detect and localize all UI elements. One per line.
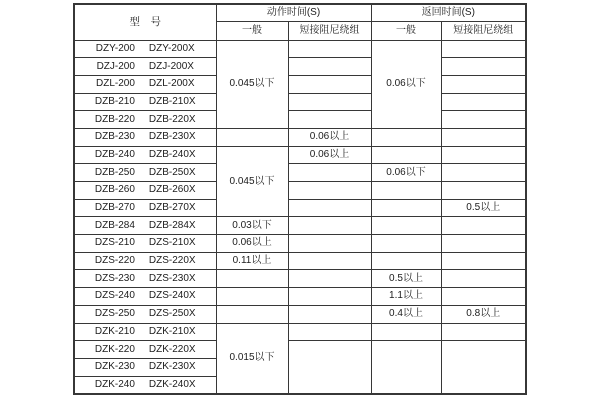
table-row [74,93,526,111]
model-code-x: DZB-284X [148,219,196,231]
table-row [74,235,526,253]
cell-return-general [371,146,441,164]
header-model: 型 号 [74,4,216,40]
model-code-x: DZB-260X [148,184,196,196]
model-code-x: DZB-240X [148,148,196,160]
header-return-short-damping: 短接阻尼绕组 [441,21,526,40]
table-row [74,323,526,341]
cell-return-general: 0.4以上 [371,305,441,323]
cell-return-short [441,288,526,306]
model-cell [74,235,216,253]
model-cell [74,146,216,164]
model-pair [75,362,216,372]
model-cell [74,58,216,76]
model-cell [74,323,216,341]
cell-action-general: 0.03以下 [216,217,288,235]
table-row [74,128,526,146]
table-row [74,305,526,323]
model-pair [75,238,216,248]
model-pair [75,132,216,142]
model-code-x: DZY-200X [148,42,195,54]
table-row [74,75,526,93]
model-pair [75,327,216,337]
cell-return-short [441,341,526,394]
cell-action-short [288,252,371,270]
cell-return-short [441,40,526,58]
cell-action-short [288,75,371,93]
table-row [74,111,526,129]
model-code: DZB-284 [94,219,135,231]
table-row [74,270,526,288]
model-code-x: DZJ-200X [148,60,194,72]
model-code: DZB-270 [94,202,135,214]
cell-action-general: 0.06以上 [216,235,288,253]
model-cell [74,270,216,288]
cell-action-general [216,270,288,288]
cell-action-short [288,305,371,323]
model-cell [74,164,216,182]
model-code-x: DZB-210X [148,95,196,107]
cell-return-general [371,128,441,146]
model-code-x: DZL-200X [148,78,195,90]
model-code: DZK-210 [94,325,135,337]
model-cell [74,128,216,146]
header-return-time: 返回时间(S) [371,4,526,21]
cell-action-short [288,164,371,182]
model-code: DZS-250 [94,308,135,320]
model-cell [74,75,216,93]
model-pair [75,97,216,107]
model-cell [74,199,216,217]
model-cell [74,376,216,394]
model-cell [74,341,216,359]
model-code: DZB-220 [94,113,135,125]
model-code-x: DZK-240X [148,378,196,390]
model-code-x: DZK-210X [148,325,196,337]
cell-return-general: 0.06以下 [371,164,441,182]
header-action-time: 动作时间(S) [216,4,371,21]
model-code: DZB-250 [94,166,135,178]
cell-action-general [216,305,288,323]
model-code-x: DZS-240X [148,290,196,302]
model-code-x: DZB-250X [148,166,196,178]
cell-action-general: 0.045以下 [216,40,288,128]
cell-action-short [288,93,371,111]
cell-action-general [216,288,288,306]
table-row [74,217,526,235]
cell-return-short [441,270,526,288]
cell-return-short [441,93,526,111]
model-pair [75,221,216,231]
cell-return-short: 0.5以上 [441,199,526,217]
cell-return-general: 0.06以下 [371,40,441,128]
spec-table [73,3,527,395]
model-pair [75,168,216,178]
table-row [74,58,526,76]
model-code: DZS-240 [94,290,135,302]
model-code: DZB-260 [94,184,135,196]
cell-return-general [371,182,441,200]
cell-action-short [288,58,371,76]
cell-action-short [288,235,371,253]
table-row [74,288,526,306]
model-cell [74,93,216,111]
cell-action-short [288,217,371,235]
model-cell [74,40,216,58]
header-row-groups [74,4,526,21]
model-code-x: DZK-230X [148,361,196,373]
model-cell [74,358,216,376]
cell-return-short [441,182,526,200]
cell-return-short [441,75,526,93]
cell-return-general [371,199,441,217]
model-code: DZJ-200 [96,60,135,72]
cell-action-short [288,323,371,341]
cell-action-general [216,128,288,146]
cell-action-general: 0.045以下 [216,146,288,217]
model-code: DZB-240 [94,148,135,160]
cell-action-short [288,40,371,58]
spec-table-header [74,4,526,40]
model-cell [74,252,216,270]
model-pair [75,380,216,390]
cell-return-general: 0.5以上 [371,270,441,288]
model-pair [75,185,216,195]
model-pair [75,291,216,301]
model-cell [74,182,216,200]
model-pair [75,150,216,160]
model-pair [75,274,216,284]
model-code: DZS-220 [94,255,135,267]
table-row [74,199,526,217]
model-code-x: DZS-250X [148,308,196,320]
model-code-x: DZS-210X [148,237,196,249]
cell-action-short [288,111,371,129]
cell-return-general [371,252,441,270]
model-pair [75,203,216,213]
model-pair [75,256,216,266]
model-code-x: DZS-220X [148,255,196,267]
table-row [74,341,526,359]
model-cell [74,305,216,323]
cell-return-general [371,235,441,253]
model-code: DZS-230 [94,272,135,284]
model-code: DZK-240 [94,378,135,390]
model-code-x: DZK-220X [148,343,196,355]
cell-action-short [288,199,371,217]
header-action-short-damping: 短接阻尼绕组 [288,21,371,40]
table-row [74,40,526,58]
cell-return-short [441,323,526,341]
table-row [74,182,526,200]
model-cell [74,217,216,235]
cell-return-general [371,323,441,341]
cell-action-general: 0.015以下 [216,323,288,394]
model-pair [75,115,216,125]
model-code-x: DZB-270X [148,202,196,214]
cell-return-short [441,252,526,270]
header-return-general: 一般 [371,21,441,40]
cell-action-general: 0.11以上 [216,252,288,270]
model-code: DZL-200 [96,78,135,90]
model-code: DZS-210 [94,237,135,249]
table-row [74,164,526,182]
cell-return-general [371,341,441,394]
cell-action-short [288,288,371,306]
cell-return-general [371,217,441,235]
table-row [74,252,526,270]
model-code: DZB-210 [94,95,135,107]
cell-action-short [288,341,371,394]
model-cell [74,111,216,129]
cell-action-short [288,270,371,288]
model-code: DZK-230 [94,361,135,373]
model-pair [75,62,216,72]
model-pair [75,44,216,54]
model-pair [75,345,216,355]
model-code-x: DZB-220X [148,113,196,125]
cell-return-short [441,164,526,182]
cell-return-short [441,235,526,253]
spec-table-body [74,40,526,394]
cell-return-short: 0.8以上 [441,305,526,323]
cell-action-short: 0.06以上 [288,146,371,164]
model-pair [75,309,216,319]
model-code: DZB-230 [94,131,135,143]
cell-return-short [441,128,526,146]
cell-return-short [441,58,526,76]
cell-return-short [441,111,526,129]
model-cell [74,288,216,306]
model-code: DZY-200 [95,42,135,54]
table-row [74,146,526,164]
model-code-x: DZS-230X [148,272,196,284]
model-code-x: DZB-230X [148,131,196,143]
cell-action-short [288,182,371,200]
header-action-general: 一般 [216,21,288,40]
cell-return-general: 1.1以上 [371,288,441,306]
model-pair [75,79,216,89]
cell-return-short [441,146,526,164]
cell-action-short: 0.06以上 [288,128,371,146]
model-code: DZK-220 [94,343,135,355]
cell-return-short [441,217,526,235]
